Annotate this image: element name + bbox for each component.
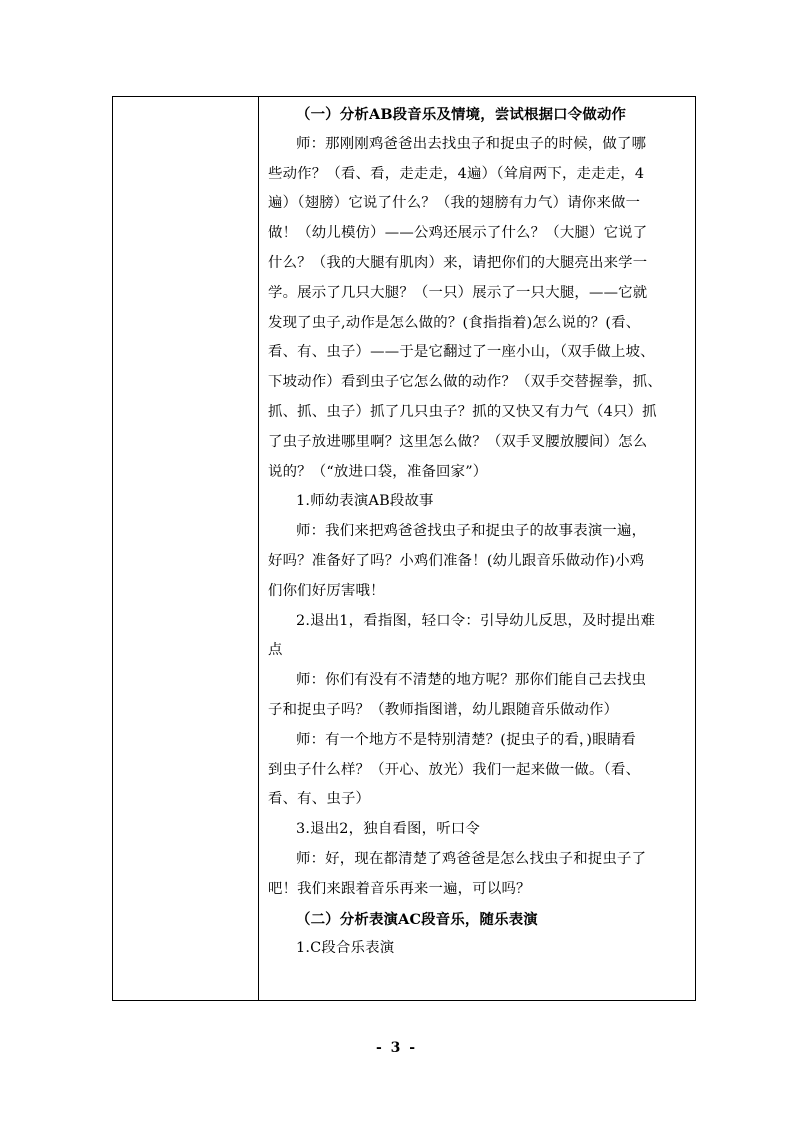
paragraph-line: 做！（幼儿模仿）——公鸡还展示了什么？（大腿）它说了 (268, 225, 648, 242)
paragraph-line: 到虫子什么样？（开心、放光）我们一起来做一做。（看、 (268, 761, 641, 778)
paragraph-line: 师：有一个地方不是特别清楚？(捉虫子的看，)眼睛看 (296, 731, 637, 748)
step-heading-2: 2.退出1，看指图，轻口令：引导幼儿反思，及时提出难 (296, 612, 656, 629)
paragraph-line: 师：好，现在都清楚了鸡爸爸是怎么找虫子和捉虫子了 (296, 850, 647, 867)
paragraph-line: 师：那刚刚鸡爸爸出去找虫子和捉虫子的时候，做了哪 (296, 135, 647, 152)
paragraph-line: 们你们好厉害哦！ (268, 582, 385, 599)
step-heading-c: 1.C段合乐表演 (296, 940, 395, 957)
paragraph-line: 看、有、虫子）——于是它翻过了一座小山，（双手做上坡、 (268, 344, 655, 361)
paragraph-line: 好吗？准备好了吗？小鸡们准备！(幼儿跟音乐做动作)小鸡 (268, 552, 645, 569)
paragraph-line: 师：我们来把鸡爸爸找虫子和捉虫子的故事表演一遍， (296, 523, 647, 540)
paragraph-line: 师：你们有没有不清楚的地方呢？那你们能自己去找虫 (296, 672, 647, 689)
step-heading-3: 3.退出2，独自看图，听口令 (296, 821, 480, 838)
paragraph-line: 点 (268, 642, 283, 659)
paragraph-line: 子和捉虫子吗？（教师指图谱，幼儿跟随音乐做动作） (268, 701, 619, 718)
step-heading-1: 1.师幼表演AB段故事 (296, 493, 434, 510)
paragraph-line: 下坡动作）看到虫子它怎么做的动作？（双手交替握拳，抓、 (268, 374, 662, 391)
paragraph-line: 说的？（“放进口袋，准备回家”） (268, 463, 488, 480)
page-number: - 3 - (375, 1040, 418, 1056)
table-content-column (260, 97, 696, 1000)
section-heading-2: （二）分析表演AC段音乐，随乐表演 (296, 910, 538, 928)
paragraph-line: 学。展示了几只大腿？（一只）展示了一只大腿，——它就 (268, 284, 648, 301)
paragraph-line: 吧！我们来跟着音乐再来一遍，可以吗？ (268, 880, 531, 897)
paragraph-line: 看、有、虫子） (268, 791, 371, 808)
paragraph-line: 了虫子放进哪里啊？这里怎么做？（双手叉腰放腰间）怎么 (268, 433, 648, 450)
paragraph-line: 抓、抓、虫子）抓了几只虫子？抓的又快又有力气（4只）抓 (268, 403, 657, 420)
paragraph-line: 遍）（翅膀）它说了什么？（我的翅膀有力气）请你来做一 (268, 195, 641, 212)
lesson-table (112, 96, 696, 1001)
table-left-column (113, 97, 259, 1000)
paragraph-line: 些动作？（看、看，走走走，4遍）（耸肩两下，走走走，4 (268, 165, 645, 182)
section-heading-1: （一）分析AB段音乐及情境，尝试根据口令做动作 (296, 106, 627, 123)
paragraph-line: 什么？（我的大腿有肌肉）来，请把你们的大腿亮出来学一 (268, 254, 648, 271)
paragraph-line: 发现了虫子,动作是怎么做的？(食指指着)怎么说的？(看、 (268, 314, 641, 331)
